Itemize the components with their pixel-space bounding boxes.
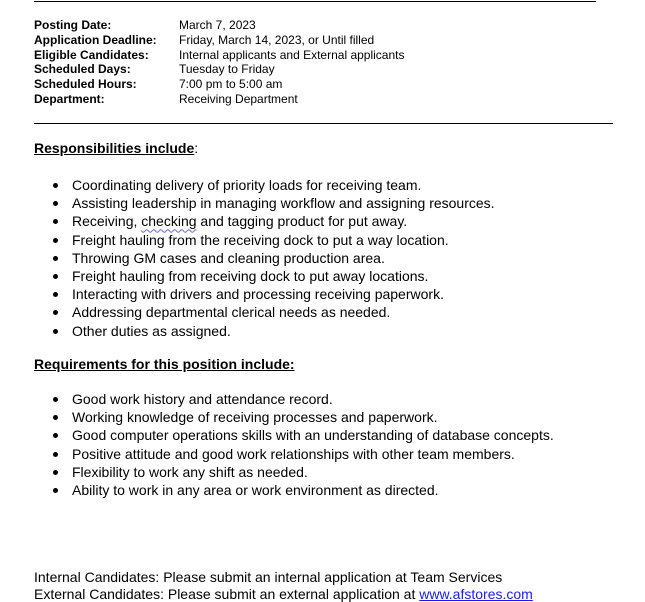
list-item [34,408,554,426]
detail-label: Posting Date: [34,18,179,33]
requirements-list [34,390,554,499]
list-item-text: Throwing GM cases and cleaning production area. [72,250,385,266]
detail-label: Eligible Candidates: [34,48,179,63]
detail-label: Application Deadline: [34,33,179,48]
bullet-icon [53,329,58,334]
list-item-text: Ability to work in any area or work environment as directed. [72,482,439,498]
list-item [34,212,495,230]
bullet-icon [53,219,58,224]
heading-colon: : [194,140,198,156]
bullet-icon [53,470,58,475]
afstores-link[interactable]: www.afstores.com [419,586,533,602]
list-item [34,231,495,249]
list-item-text: Good computer operations skills with an understanding of database concepts. [72,427,554,443]
detail-value: 7:00 pm to 5:00 am [179,77,282,92]
list-item-text: Addressing departmental clerical needs as needed. [72,304,390,320]
bullet-icon [53,488,58,493]
bullet-icon [53,452,58,457]
list-item [34,322,495,340]
list-item-text: Freight hauling from the receiving dock to put a way location. [72,232,449,248]
internal-candidates-line: Internal Candidates: Please submit an internal application at Team Services [34,569,533,586]
list-item [34,445,554,463]
bullet-icon [53,292,58,297]
detail-value: Internal applicants and External applicants [179,48,404,63]
list-item-text: Good work history and attendance record. [72,391,333,407]
detail-value: Tuesday to Friday [179,62,275,77]
bullet-icon [53,415,58,420]
detail-row-department [34,92,404,107]
external-candidates-text: External Candidates: Please submit an external application at [34,586,419,602]
list-item [34,176,495,194]
list-item-text: Assisting leadership in managing workflow and assigning resources. [72,195,495,211]
list-item [34,303,495,321]
responsibilities-heading [34,140,198,156]
list-item-text: Coordinating delivery of priority loads for receiving team. [72,177,421,193]
responsibilities-list [34,176,495,340]
detail-row-posting-date [34,18,404,33]
detail-row-eligible-candidates [34,48,404,63]
bullet-icon [53,274,58,279]
detail-value: March 7, 2023 [179,18,256,33]
list-item-text-after: and tagging product for put away. [197,213,408,229]
list-item-text: Flexibility to work any shift as needed. [72,464,308,480]
detail-row-scheduled-days [34,62,404,77]
detail-value: Friday, March 14, 2023, or Until filled [179,33,374,48]
bullet-icon [53,397,58,402]
application-instructions [34,569,533,602]
job-details [34,18,404,107]
bullet-icon [53,238,58,243]
list-item [34,194,495,212]
bullet-icon [53,433,58,438]
detail-row-scheduled-hours [34,77,404,92]
list-item-text: Positive attitude and good work relationships with other team members. [72,446,515,462]
responsibilities-heading-text: Responsibilities include [34,140,194,156]
list-item [34,285,495,303]
detail-label: Scheduled Hours: [34,77,179,92]
bullet-icon [53,183,58,188]
bullet-icon [53,256,58,261]
list-item-text-before: Receiving, [72,213,141,229]
list-item [34,426,554,444]
requirements-heading: Requirements for this position include: [34,356,295,372]
list-item [34,249,495,267]
top-divider [34,1,596,2]
list-item [34,463,554,481]
bullet-icon [53,201,58,206]
detail-row-application-deadline [34,33,404,48]
list-item [34,390,554,408]
list-item [34,267,495,285]
list-item-text: Other duties as assigned. [72,323,231,339]
detail-value: Receiving Department [179,92,298,107]
section-divider [34,123,613,124]
detail-label: Department: [34,92,179,107]
list-item [34,481,554,499]
bullet-icon [53,310,58,315]
list-item-text: Freight hauling from receiving dock to put away locations. [72,268,428,284]
detail-label: Scheduled Days: [34,62,179,77]
spellcheck-flagged-word[interactable]: checking [141,213,196,229]
list-item-text: Interacting with drivers and processing receiving paperwork. [72,286,444,302]
list-item-text: Working knowledge of receiving processes and paperwork. [72,409,438,425]
